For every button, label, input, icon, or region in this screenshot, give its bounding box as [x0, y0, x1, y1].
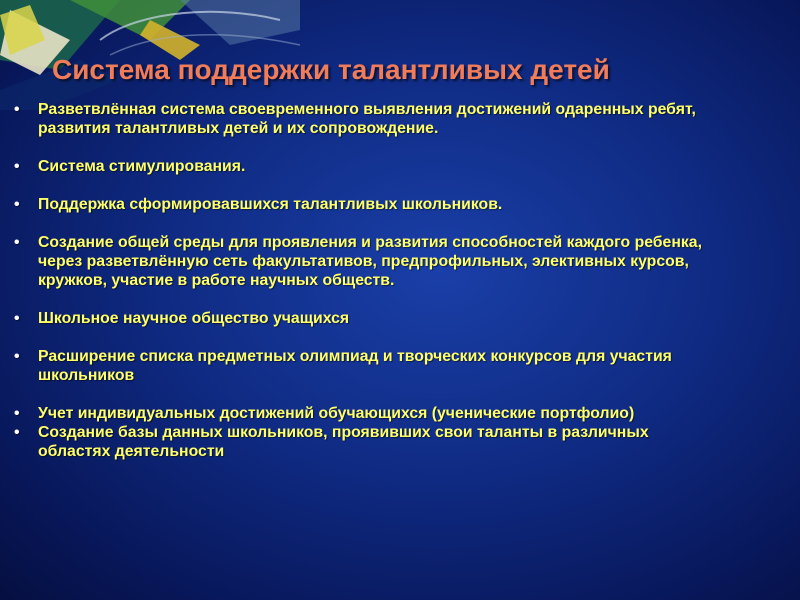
- bullet-text: Создание общей среды для проявления и развития способностей каждого ребенка, через разветвлённую сеть факультативов, предпрофильных, элективных курсов, кружков, участие в работе научных обществ.: [38, 234, 702, 289]
- bullet-text: Учет индивидуальных достижений обучающихся (ученические портфолио): [38, 405, 635, 422]
- bullet-text: Система стимулирования.: [38, 158, 246, 175]
- bullet-text: Поддержка сформировавшихся талантливых школьников.: [38, 196, 503, 213]
- bullet-text: Разветвлённая система своевременного выявления достижений одаренных ребят, развития талантливых детей и их сопровождение.: [38, 101, 696, 137]
- bullet-icon: •: [14, 101, 20, 118]
- bullet-icon: •: [14, 310, 20, 327]
- bullet-icon: •: [14, 196, 20, 213]
- list-item: [14, 157, 714, 176]
- list-item: [14, 347, 714, 385]
- bullet-text: Создание базы данных школьников, проявивших свои таланты в различных областях деятельности: [38, 424, 649, 460]
- bullet-icon: •: [14, 158, 20, 175]
- bullet-icon: •: [14, 424, 20, 441]
- bullet-icon: •: [14, 234, 20, 251]
- list-item: [14, 309, 714, 328]
- list-item: [14, 100, 714, 138]
- bullet-icon: •: [14, 405, 20, 422]
- list-item: [14, 195, 714, 214]
- bullet-list: [14, 100, 714, 461]
- list-item: [14, 233, 714, 290]
- bullet-icon: •: [14, 348, 20, 365]
- list-item: [14, 423, 714, 461]
- bullet-text: Расширение списка предметных олимпиад и творческих конкурсов для участия школьников: [38, 348, 672, 384]
- slide-title: Система поддержки талантливых детей: [52, 54, 610, 85]
- list-item: [14, 404, 714, 423]
- bullet-text: Школьное научное общество учащихся: [38, 310, 350, 327]
